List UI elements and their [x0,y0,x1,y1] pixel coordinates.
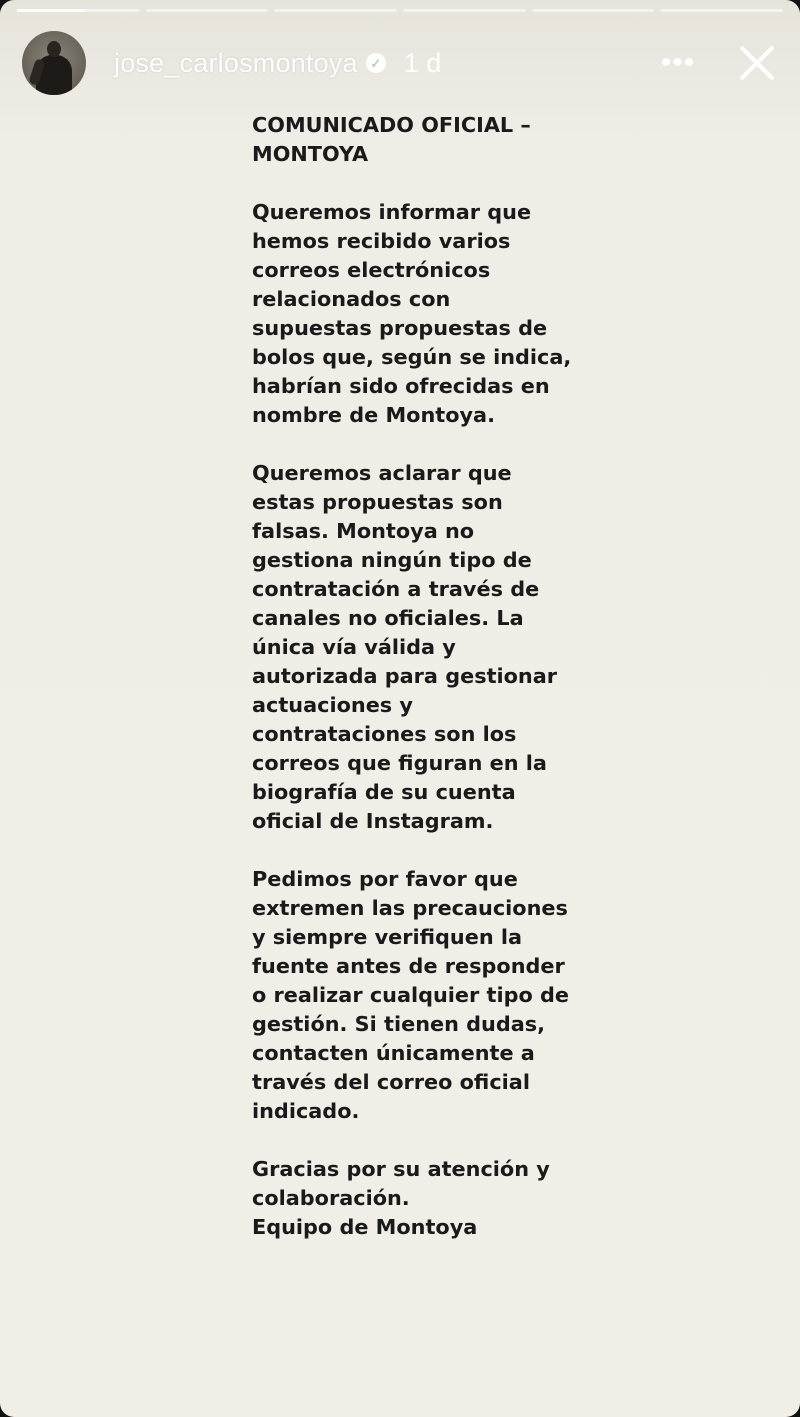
avatar[interactable] [22,31,86,95]
statement-signature: Equipo de Montoya [252,1215,478,1239]
statement-title: COMUNICADO OFICIAL – MONTOYA [252,113,531,166]
statement-closing: Gracias por su atención y colaboración. [252,1157,550,1210]
story-progress-bar [17,9,783,12]
progress-fill [17,9,84,12]
statement-paragraph-3: Pedimos por favor que extremen las precauciones y siempre verifiquen la fuente antes de responder o realizar cualquier tipo de gestión. Si tienen dudas, contacten únicamente a través del correo oficial indicado. [252,867,570,1123]
progress-segment [660,9,783,12]
more-dots-icon[interactable]: ••• [660,46,696,79]
statement-paragraph-2: Queremos aclarar que estas propuestas son falsas. Montoya no gestiona ningún tipo de contratación a través de canales no oficiales. La única vía válida y autorizada para gestionar actuaciones y contrataciones son los correos que figuran en la biografía de su cuenta oficial de Instagram. [252,461,558,833]
story-header [22,30,782,96]
username[interactable]: jose_carlosmontoya [114,47,358,78]
close-icon[interactable] [732,39,780,87]
progress-segment [403,9,526,12]
progress-segment [17,9,140,12]
statement-text [252,111,572,1242]
story-timestamp: 1 d [403,47,442,78]
statement-paragraph-1: Queremos informar que hemos recibido varios correos electrónicos relacionados con supuestas propuestas de bolos que, según se indica, habrían sido ofrecidas en nombre de Montoya. [252,200,572,427]
progress-segment [274,9,397,12]
progress-segment [146,9,269,12]
verified-badge-icon: ✓ [366,53,386,73]
progress-segment [532,9,655,12]
